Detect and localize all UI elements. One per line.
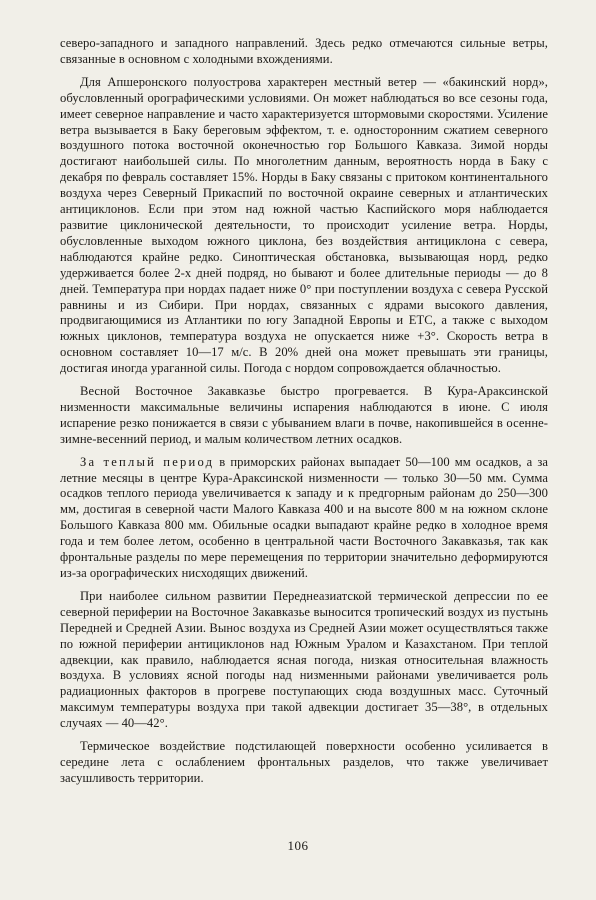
spaced-heading-warm-period: За теплый период xyxy=(80,454,215,469)
paragraph-warm-period-precipitation xyxy=(60,455,548,582)
paragraph-thermal-depression: При наиболее сильном развитии Переднеазиатской термической депрессии по ее северной периферии на Восточное Закавказье выносится тропический воздух из пустынь Передней и Средней Азии. Вынос воздуха из Средней Азии может осуществляться также по южной периферии антициклонов над Южным Уралом и Казахстаном. При теплой адвекции, как правило, наблюдается ясная погода, низкая относительная влажность воздуха. В условиях ясной погоды над низменными районами увеличивается роль радиационных факторов в прогреве поступающих сюда воздушных масс. Суточный максимум температуры воздуха при такой адвекции достигает 35—38°, в отдельных случаях — 40—42°. xyxy=(60,588,548,731)
paragraph-spring-evaporation: Весной Восточное Закавказье быстро прогревается. В Кура-Араксинской низменности максимальные величины испарения наблюдаются в июне. С июля испарение резко понижается в связи с убыванием влаги в почве, накопившейся в осенне-зимне-весенний период, и малым количеством летних осадков. xyxy=(60,384,548,446)
page-number: 106 xyxy=(287,838,309,853)
paragraph-baku-nord: Для Апшеронского полуострова характерен местный ветер — «бакинский норд», обусловленный орографическими условиями. Он может наблюдаться во все сезоны года, имеет северное направление и часто характеризуется штормовыми скоростями. Усиление ветра вызывается в Баку береговым эффектом, т. е. односторонним сжатием северного воздушного потока восточной оконечностью гор Большого Кавказа. Зимой норды достигают наибольшей силы. По многолетним данным, вероятность норда в Баку с декабря по февраль составляет 15%. Норды в Баку связаны с притоком континентального воздуха через Северный Прикаспий по восточной окраине северных и атлантических антициклонов. Если при этом над южной частью Каспийского моря наблюдается развитие циклонической деятельности, то происходит усиление ветра. Норды, обусловленные выходом южного циклона, без воздействия антициклона с севера, наблюдаются крайне редко. Синоптическая обстановка, вызывающая норд, редко удерживается более 2-х дней подряд, но бывают и более длительные периоды — до 8 дней. Температура при нордах падает ниже 0° при поступлении воздуха с севера Русской равнины и из Сибири. При нордах, связанных с ядрами высокого давления, продвигающимися из Атлантики по югу Западной Европы и ЕТС, а также с выходом южных циклонов, температура воздуха не опускается ниже +3°. Скорость ветра в основном составляет 10—17 м/с. В 20% дней она может превышать эти границы, достигая иногда ураганной силы. Погода с нордом сопровождается облачностью. xyxy=(60,74,548,376)
paragraph-continuation: северо-западного и западного направлений. Здесь редко отмечаются сильные ветры, связанные в основном с холодными вхождениями. xyxy=(60,36,548,66)
paragraph-surface-influence: Термическое воздействие подстилающей поверхности особенно усиливается в середине лета с ослаблением фронтальных разделов, что также увеличивает засушливость территории. xyxy=(60,739,548,785)
paragraph-body-text: в приморских районах выпадает 50—100 мм осадков, а за летние месяцы в центре Кура-Араксинской низменности — только 30—50 мм. Сумма осадков теплого периода увеличивается к западу и к предгорным районам до 250—300 мм, достигая в северной части Малого Кавказа 400 и на высоте 800 м на южном склоне Большого Кавказа 800 мм. Обильные осадки выпадают крайне редко в холодное время года и тем более летом, особенно в центральной части Восточного Закавказья, так как фронтальные разделы по мере перемещения по территории значительно деформируются из-за орографических нисходящих движений. xyxy=(60,454,549,580)
